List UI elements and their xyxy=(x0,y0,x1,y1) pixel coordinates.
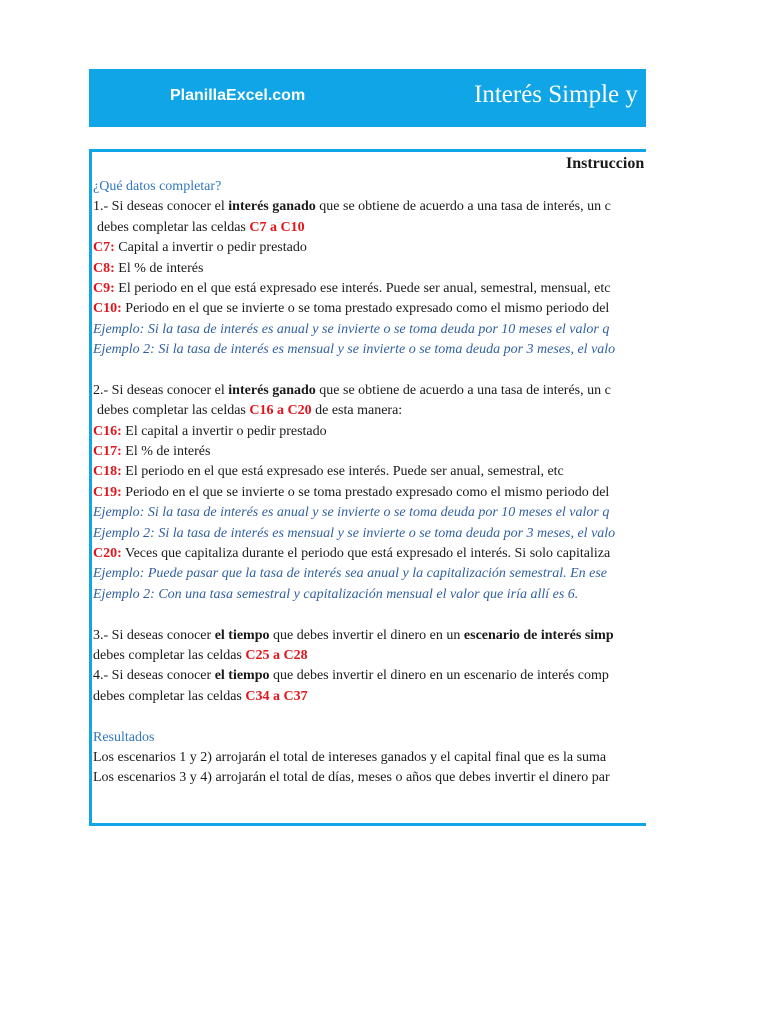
cell-c10-line: C10: Periodo en el que se invierte o se toma prestado expresado como el mismo periodo del xyxy=(93,301,610,317)
step-4-line: 4.- Si deseas conocer el tiempo que debes invertir el dinero en un escenario de interés comp xyxy=(93,668,609,684)
results-line: Los escenarios 1 y 2) arrojarán el total de intereses ganados y el capital final que es la suma xyxy=(93,749,607,765)
cell-c9-line: C9: El periodo en el que está expresado ese interés. Puede ser anual, semestral, mensual, etc xyxy=(93,280,611,296)
step-1-line: 1.- Si deseas conocer el interés ganado que se obtiene de acuerdo a una tasa de interés, un c xyxy=(93,199,611,215)
example-line: Ejemplo: Puede pasar que la tasa de interés sea anual y la capitalización semestral. En ese xyxy=(93,566,608,582)
cell-range: C34 a C37 xyxy=(245,688,308,704)
brand-logo[interactable]: PlanillaExcel.com xyxy=(170,87,306,104)
section-label: ¿Qué datos completar? xyxy=(93,179,222,194)
cell-c16-line: C16: El capital a invertir o pedir prestado xyxy=(93,423,327,439)
cell-range: C16 a C20 xyxy=(249,403,312,419)
results-label: Resultados xyxy=(93,729,155,745)
example-line: Ejemplo 2: Con una tasa semestral y capitalización mensual el valor que iría allí es 6. xyxy=(93,586,579,602)
header-banner xyxy=(89,69,646,127)
step-2-cells-line: debes completar las celdas C16 a C20 de esta manera: xyxy=(97,403,403,419)
results-line: Los escenarios 3 y 4) arrojarán el total de días, meses o años que debes invertir el dinero par xyxy=(93,770,610,786)
step-3-cells-line: debes completar las celdas C25 a C28 xyxy=(93,647,308,663)
cell-c19-line: C19: Periodo en el que se invierte o se toma prestado expresado como el mismo periodo del xyxy=(93,484,610,500)
example-line: Ejemplo: Si la tasa de interés es anual y se invierte o se toma deuda por 10 meses el valor q xyxy=(93,321,610,337)
step-1-cells-line: debes completar las celdas C7 a C10 xyxy=(97,219,305,235)
instructions-body xyxy=(92,177,646,789)
cell-range: C25 a C28 xyxy=(245,647,308,663)
step-3-line: 3.- Si deseas conocer el tiempo que debes invertir el dinero en un escenario de interés simp xyxy=(93,627,614,643)
example-line: Ejemplo: Si la tasa de interés es anual y se invierte o se toma deuda por 10 meses el valor q xyxy=(93,505,610,521)
cell-c20-line: C20: Veces que capitaliza durante el periodo que está expresado el interés. Si solo capitaliza xyxy=(93,546,611,562)
step-4-cells-line: debes completar las celdas C34 a C37 xyxy=(93,688,308,704)
cell-c7-line: C7: Capital a invertir o pedir prestado xyxy=(93,240,307,256)
instructions-sheet xyxy=(89,149,646,826)
example-line: Ejemplo 2: Si la tasa de interés es mensual y se invierte o se toma deuda por 3 meses, el valo xyxy=(93,342,616,358)
example-line: Ejemplo 2: Si la tasa de interés es mensual y se invierte o se toma deuda por 3 meses, el valo xyxy=(93,525,616,541)
step-2-line: 2.- Si deseas conocer el interés ganado que se obtiene de acuerdo a una tasa de interés, un c xyxy=(93,382,611,398)
page-title: Interés Simple y xyxy=(474,81,638,108)
cell-range: C7 a C10 xyxy=(249,219,305,235)
instructions-heading: Instruccion xyxy=(566,155,645,172)
cell-c18-line: C18: El periodo en el que está expresado ese interés. Puede ser anual, semestral, etc xyxy=(93,464,564,480)
cell-c8-line: C8: El % de interés xyxy=(93,260,204,276)
cell-c17-line: C17: El % de interés xyxy=(93,444,211,460)
